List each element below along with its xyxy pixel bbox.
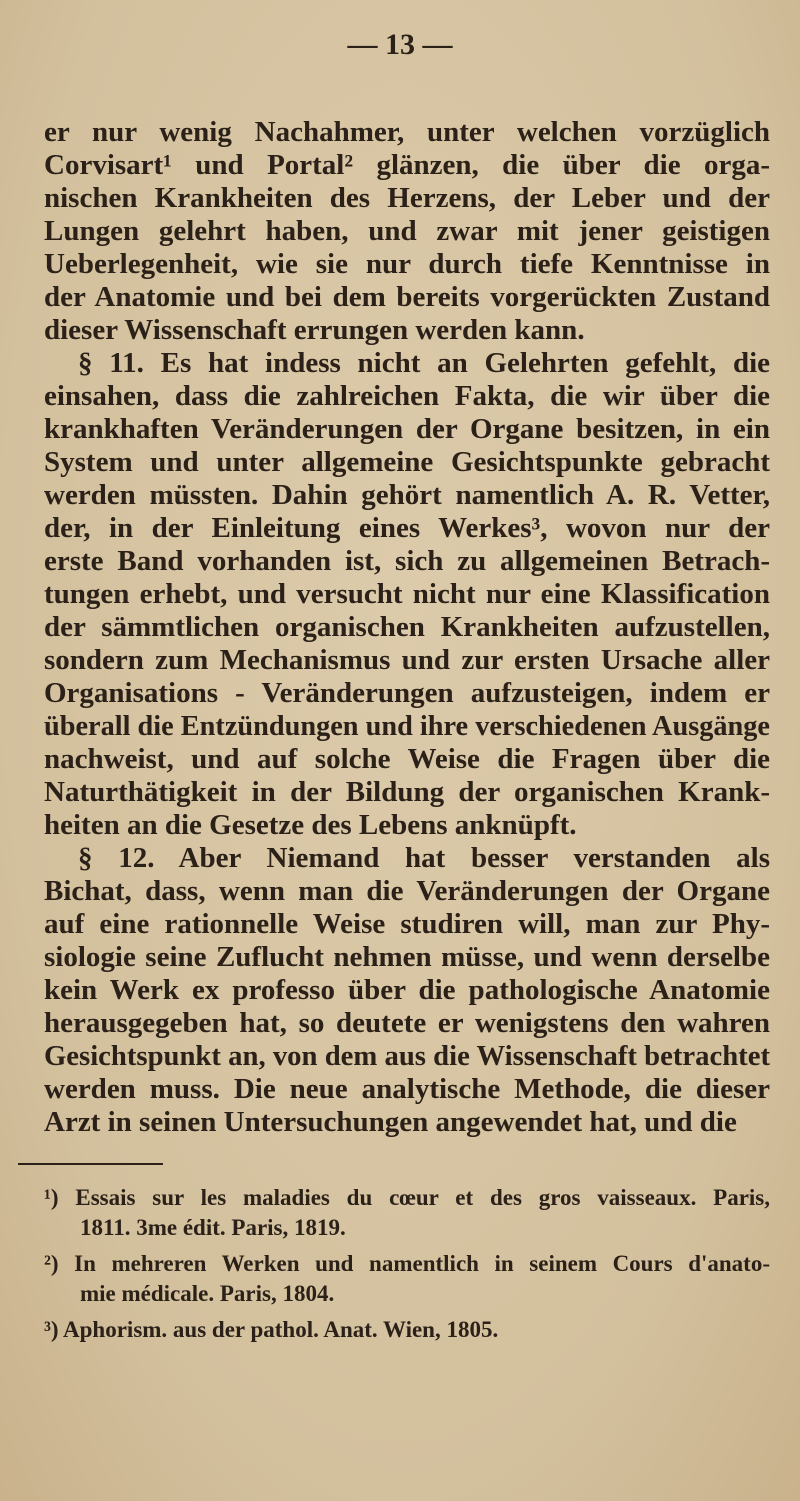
text-line: heiten an die Gesetze des Lebens anknüpft. bbox=[44, 809, 577, 841]
footnote: ³) Aphorism. aus der pathol. Anat. Wien, 1805. bbox=[44, 1317, 499, 1342]
footnote-divider bbox=[18, 1163, 163, 1165]
text-line: Naturthätigkeit in der Bildung der organischen Krank- bbox=[44, 776, 770, 808]
footnote-continuation: mie médicale. Paris, 1804. bbox=[80, 1281, 335, 1306]
text-line: krankhaften Veränderungen der Organe besitzen, in ein bbox=[44, 413, 770, 445]
text-line: Arzt in seinen Untersuchungen angewendet hat, und die bbox=[44, 1106, 737, 1138]
text-line: kein Werk ex professo über die pathologische Anatomie bbox=[44, 974, 770, 1006]
page-number: — 13 — bbox=[347, 28, 453, 61]
text-line: System und unter allgemeine Gesichtspunkte gebracht bbox=[44, 446, 770, 478]
text-line: Bichat, dass, wenn man die Veränderungen der Organe bbox=[44, 875, 770, 907]
text-line: nachweist, und auf solche Weise die Fragen über die bbox=[44, 743, 770, 775]
text-line: Corvisart¹ und Portal² glänzen, die über die orga- bbox=[44, 149, 770, 181]
text-line: werden müssten. Dahin gehört namentlich A. R. Vetter, bbox=[44, 479, 770, 511]
text-line: Gesichtspunkt an, von dem aus die Wissenschaft betrachtet bbox=[44, 1040, 770, 1072]
text-line: nischen Krankheiten des Herzens, der Leber und der bbox=[44, 182, 770, 214]
text-line: werden muss. Die neue analytische Methode, die dieser bbox=[44, 1073, 770, 1105]
text-line: überall die Entzündungen und ihre verschiedenen Ausgänge bbox=[44, 710, 770, 742]
text-line: einsahen, dass die zahlreichen Fakta, die wir über die bbox=[44, 380, 770, 412]
text-line: dieser Wissenschaft errungen werden kann. bbox=[44, 314, 585, 346]
text-line: herausgegeben hat, so deutete er wenigstens den wahren bbox=[44, 1007, 770, 1039]
text-line: der Anatomie und bei dem bereits vorgerückten Zustand bbox=[44, 281, 770, 313]
text-line: er nur wenig Nachahmer, unter welchen vorzüglich bbox=[44, 116, 770, 148]
footnote: ¹) Essais sur les maladies du cœur et des gros vaisseaux. Paris, bbox=[44, 1185, 770, 1210]
body-text bbox=[44, 116, 770, 1139]
text-line: sondern zum Mechanismus und zur ersten Ursache aller bbox=[44, 644, 770, 676]
text-line: der, in der Einleitung eines Werkes³, wovon nur der bbox=[44, 512, 770, 544]
footnotes bbox=[44, 1183, 770, 1345]
text-line: § 12. Aber Niemand hat besser verstanden als bbox=[78, 842, 770, 874]
text-line: erste Band vorhanden ist, sich zu allgemeinen Betrach- bbox=[44, 545, 770, 577]
text-line: Organisations - Veränderungen aufzusteigen, indem er bbox=[44, 677, 770, 709]
text-line: tungen erhebt, und versucht nicht nur eine Klassification bbox=[44, 578, 770, 610]
text-line: siologie seine Zuflucht nehmen müsse, und wenn derselbe bbox=[44, 941, 770, 973]
footnote: ²) In mehreren Werken und namentlich in seinem Cours d'anato- bbox=[44, 1251, 770, 1276]
text-line: auf eine rationnelle Weise studiren will, man zur Phy- bbox=[44, 908, 770, 940]
text-line: § 11. Es hat indess nicht an Gelehrten gefehlt, die bbox=[78, 347, 770, 379]
text-line: Lungen gelehrt haben, und zwar mit jener geistigen bbox=[44, 215, 770, 247]
footnote-continuation: 1811. 3me édit. Paris, 1819. bbox=[80, 1215, 346, 1240]
text-line: der sämmtlichen organischen Krankheiten aufzustellen, bbox=[44, 611, 770, 643]
text-line: Ueberlegenheit, wie sie nur durch tiefe Kenntnisse in bbox=[44, 248, 770, 280]
